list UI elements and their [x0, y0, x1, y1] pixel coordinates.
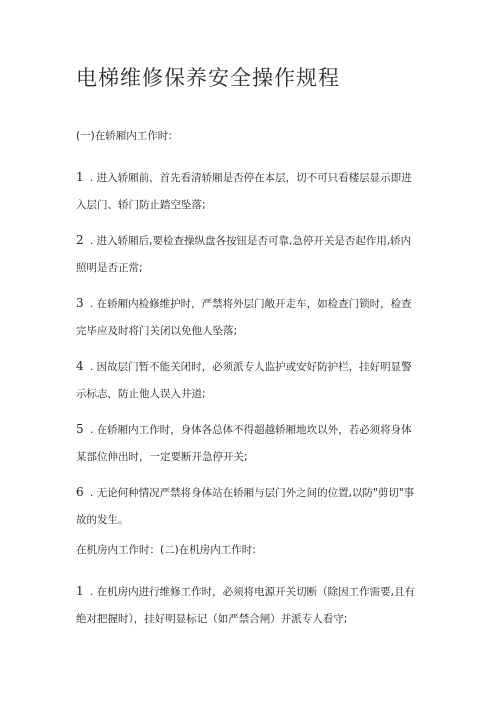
item-line-continued: 入层门、轿门防止踏空坠落;: [76, 199, 206, 211]
item-line-continued: 某部位伸出时，一定要断开急停开关;: [76, 451, 248, 463]
list-item: [76, 578, 440, 633]
item-line-continued: 照明是否正常;: [76, 262, 143, 274]
list-item: [76, 353, 440, 408]
item-line-continued: 故的发生。: [76, 514, 129, 526]
item-text: . 进入轿厢前，首先看清轿厢是否停在本层，切不可只看楼层显示即进: [90, 172, 412, 184]
item-line: [76, 353, 440, 381]
list-item: [76, 227, 440, 282]
item-line-continued: 完毕应及时将门关闭以免他人坠落;: [76, 325, 238, 337]
list-item: [76, 164, 440, 219]
item-number: 4: [76, 359, 84, 373]
item-text: . 在轿厢内检修维护时，严禁将外层门敞开走车，如检查门锁时，检查: [90, 298, 412, 310]
item-number: 5: [76, 422, 84, 436]
item-text: . 无论何种情况严禁将身体站在轿厢与层门外之间的位置,以防"剪切"事: [90, 487, 415, 499]
list-item: [76, 290, 440, 345]
item-number: 3: [76, 296, 84, 310]
item-line: [76, 290, 440, 318]
item-text: . 在轿厢内工作时，身体各总体不得超越轿厢地坎以外，若必须将身体: [90, 424, 412, 436]
item-line: [76, 479, 440, 507]
item-text: . 进入轿厢后,要检查操纵盘各按钮是否可靠,急停开关是否起作用,轿内: [90, 235, 412, 247]
item-line-continued: 绝对把握时），挂好明显标记（如严禁合闸）并派专人看守;: [76, 613, 348, 625]
item-line: [76, 227, 440, 255]
item-line: [76, 416, 440, 444]
item-text: . 在机房内进行维修工作时，必须将电源开关切断（除因工作需要,且有: [90, 586, 416, 598]
item-number: 6: [76, 485, 84, 499]
item-line-continued: 示标志，防止他人误入井道;: [76, 388, 206, 400]
item-number: 1: [76, 584, 84, 598]
item-number: 2: [76, 233, 84, 247]
item-number: 1: [76, 170, 84, 184]
item-line: [76, 578, 440, 606]
section-heading-car: (一)在轿厢内工作时:: [76, 130, 172, 142]
list-item: [76, 416, 440, 471]
item-line: [76, 164, 440, 192]
section-heading-machine-room: 在机房内工作时：(二)在机房内工作时:: [76, 544, 256, 556]
item-text: . 因故层门暂不能关闭时，必须派专人监护或安好防护栏，挂好明显警: [90, 361, 412, 373]
document-title: 电梯维修保养安全操作规程: [76, 66, 340, 90]
list-item: [76, 479, 440, 534]
